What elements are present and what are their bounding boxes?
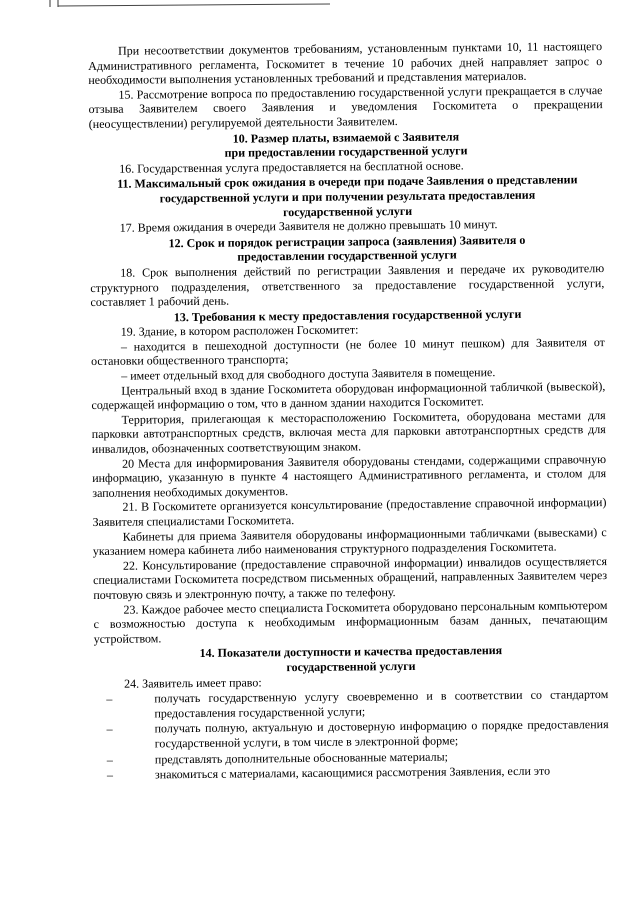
paragraph-18: 18. Срок выполнения действий по регистрации Заявления и передаче их руководителю структурного подразделения, ответственного за предоставление государственной услуги, составляет 1 рабочий день. <box>90 260 605 310</box>
heading-line: государственной услуги и при получении результата предоставления <box>159 187 536 206</box>
paragraph-14-cont: При несоответствии документов требованиям, установленным пунктами 10, 11 настоящего Административного регламента, Госкомитет в течение 10 рабочих дней направляет запрос о необходимости выполнения установленных требований и представления материалов. <box>88 39 603 88</box>
paragraph-19-item-a: – находится в пешеходной доступности (не более 10 минут пешком) для Заявителя от остановки общественного транспорта; <box>90 334 605 369</box>
paragraph-21-offices: Кабинеты для приема Заявителя оборудованы информационными табличками (вывесками) с указанием номера кабинета либо наименования структурного подразделения Госкомитета. <box>92 524 607 559</box>
heading-line: государственной услуги <box>286 658 416 675</box>
section-11-heading <box>79 172 615 221</box>
section-13-heading: 13. Требования к месту предоставления государственной услуги <box>173 306 522 324</box>
heading-line: государственной услуги <box>282 203 413 219</box>
paragraph-19-entrance: Центральный вход в здание Госкомитета оборудован информационной табличкой (вывеской), содержащей информацию о том, что в данном здании находится Госкомитет. <box>91 378 606 413</box>
list-item: – получать полную, актуальную и достоверную информацию о порядке предоставления государственной услуги, в том числе в электронной форме; <box>155 717 609 751</box>
list-item: – знакомиться с материалами, касающимися рассмотрения Заявления, если это <box>155 763 609 782</box>
paragraph-22: 22. Консультирование (предоставление справочной информации) инвалидов осуществляется специалистами Госкомитета посредством письменных обращений, направленных Заявителем через почтовую связь и электронную почту, а также по телефону. <box>93 553 608 602</box>
paragraph-20: 20 Места для информирования Заявителя оборудованы стендами, содержащими справочную информацию, указанную в пункте 4 настоящего Административного регламента, и столом для заполнения необходимых документов. <box>92 451 607 500</box>
document-page <box>88 39 609 784</box>
paragraph-21: 21. В Госкомитете организуется консультирование (предоставление справочной информации) Заявителя специалистами Госкомитета. <box>92 495 607 529</box>
paragraph-24: 24. Заявитель имеет право: <box>124 674 262 691</box>
paragraph-17: 17. Время ожидания в очереди Заявителя не должно превышать 10 минут. <box>119 217 498 235</box>
heading-line: при предоставлении государственной услуги <box>224 143 468 160</box>
heading-line: 14. Показатели доступности и качества предоставления <box>199 643 503 661</box>
paragraph-16: 16. Государственная услуга предоставляется на бесплатной основе. <box>119 158 464 176</box>
heading-line: 12. Срок и порядок регистрации запроса (заявления) Заявителя о <box>168 232 526 250</box>
rights-list <box>94 687 609 782</box>
paragraph-15: 15. Рассмотрение вопроса по предоставлению государственной услуги прекращается в случае отзыва Заявителем своего Заявления и уведомления Госкомитета о прекращении (неосуществлении) регулируемой деятельности Заявителем. <box>88 82 603 131</box>
scan-edge-marks <box>0 0 640 10</box>
list-item: – получать государственную услугу своевременно и в соответствии со стандартом предоставления государственной услуги; <box>154 687 608 721</box>
list-item: – представлять дополнительные обоснованные материалы; <box>155 748 609 767</box>
paragraph-19-parking: Территория, прилегающая к месторасположению Госкомитета, оборудована местами для парковки автотранспортных средств, включая места для парковки автотранспортных средств для инвалидов, обозначенных соответствующим знаком. <box>91 407 606 457</box>
heading-line: 10. Размер платы, взимаемой с Заявителя <box>232 129 460 146</box>
heading-line: 11. Максимальный срок ожидания в очереди при подаче Заявления о представлении <box>117 172 578 192</box>
paragraph-23: 23. Каждое рабочее место специалиста Госкомитета оборудовано персональным компьютером с возможностью доступа к необходимым информационным базам данных, печатающим устройством. <box>93 597 608 646</box>
heading-line: предоставлении государственной услуги <box>237 247 457 264</box>
paragraph-19: 19. Здание, в котором расположен Госкомитет: <box>120 322 359 339</box>
paragraph-19-item-b: – имеет отдельный вход для свободного доступа Заявителя в помещение. <box>121 365 496 383</box>
